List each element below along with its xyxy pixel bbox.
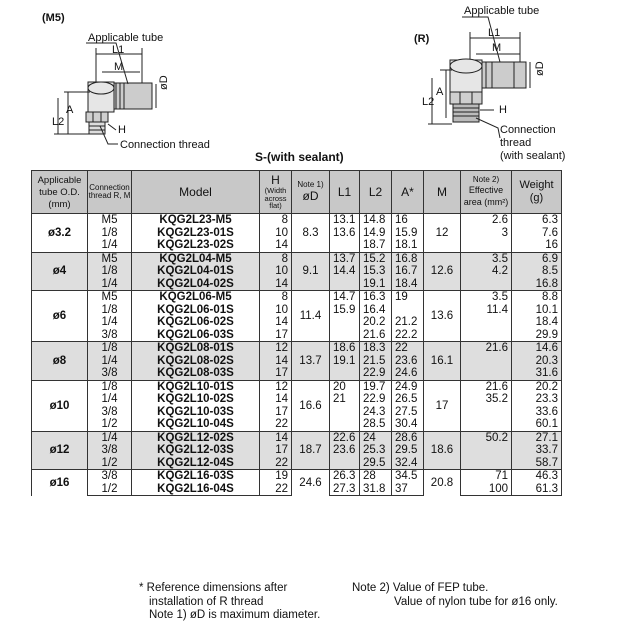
effective-area-cell: 71 (461, 470, 512, 483)
weight-cell: 58.7 (512, 457, 562, 470)
weight-cell: 16 (512, 239, 562, 252)
weight-cell: 7.6 (512, 227, 562, 240)
col-l1: L1 (330, 171, 360, 214)
l2-cell: 15.3 (360, 265, 392, 278)
h-cell: 17 (260, 367, 292, 380)
note-star-1: * Reference dimensions after (139, 582, 288, 594)
h-cell: 14 (260, 316, 292, 329)
effective-area-cell: 100 (461, 483, 512, 496)
r-title: (R) (414, 33, 430, 45)
m5-d-label: øD (158, 75, 170, 90)
weight-cell: 61.3 (512, 483, 562, 496)
a-cell: 32.4 (392, 457, 424, 470)
l1-cell: 14.4 (330, 265, 360, 278)
tube-od-cell: ø3.2 (32, 214, 88, 253)
a-cell: 29.5 (392, 444, 424, 457)
col-weight: Weight (g) (512, 171, 562, 214)
note-2a: Note 2) Value of FEP tube. (352, 582, 489, 594)
thread-cell: M5 (88, 252, 132, 265)
l2-cell: 20.2 (360, 316, 392, 329)
thread-cell: 1/2 (88, 457, 132, 470)
thread-cell: 1/4 (88, 355, 132, 368)
h-cell: 22 (260, 483, 292, 496)
thread-cell: M5 (88, 291, 132, 304)
col-model: Model (132, 171, 260, 214)
h-cell: 10 (260, 265, 292, 278)
weight-cell: 29.9 (512, 329, 562, 342)
h-cell: 12 (260, 380, 292, 393)
h-cell: 14 (260, 355, 292, 368)
weight-cell: 18.4 (512, 316, 562, 329)
thread-cell: 1/8 (88, 342, 132, 355)
m5-a-label: A (66, 104, 74, 116)
effective-area-cell (461, 418, 512, 431)
thread-cell: 1/8 (88, 304, 132, 317)
m5-connection-thread-label: Connection thread (120, 139, 210, 151)
m5-fitting-drawing (54, 43, 156, 144)
table-header-row (32, 171, 562, 214)
weight-cell: 27.1 (512, 431, 562, 444)
h-cell: 14 (260, 239, 292, 252)
thread-cell: 1/4 (88, 431, 132, 444)
m5-l1-label: L1 (112, 44, 125, 56)
h-cell: 10 (260, 227, 292, 240)
l2-cell: 22.9 (360, 367, 392, 380)
note-2b: Value of nylon tube for ø16 only. (394, 595, 558, 608)
weight-cell: 60.1 (512, 418, 562, 431)
l1-cell (330, 316, 360, 329)
table-row (32, 214, 562, 227)
weight-cell: 33.6 (512, 406, 562, 419)
weight-cell: 6.9 (512, 252, 562, 265)
r-a-label: A (436, 86, 444, 98)
thread-cell: M5 (88, 214, 132, 227)
m-cell: 18.6 (424, 431, 461, 470)
h-cell: 19 (260, 470, 292, 483)
h-cell: 14 (260, 278, 292, 291)
l1-cell: 20 (330, 380, 360, 393)
col-effective-area: Note 2) Effective area (mm²) (461, 171, 512, 214)
l1-cell: 27.3 (330, 483, 360, 496)
l2-cell: 25.3 (360, 444, 392, 457)
l2-cell: 21.6 (360, 329, 392, 342)
effective-area-cell (461, 329, 512, 342)
weight-cell: 46.3 (512, 470, 562, 483)
l2-cell: 18.3 (360, 342, 392, 355)
m-cell: 12 (424, 214, 461, 253)
a-cell: 30.4 (392, 418, 424, 431)
l2-cell: 29.5 (360, 457, 392, 470)
tube-od-cell: ø16 (32, 470, 88, 496)
thread-cell: 1/2 (88, 418, 132, 431)
h-cell: 14 (260, 393, 292, 406)
thread-cell: 1/4 (88, 393, 132, 406)
col-m: M (424, 171, 461, 214)
l1-cell: 13.6 (330, 227, 360, 240)
notes-left (139, 582, 320, 623)
model-cell: KQG2L16-04S (132, 483, 260, 496)
l2-cell: 19.1 (360, 278, 392, 291)
tube-od-cell: ø12 (32, 431, 88, 470)
l2-cell: 14.9 (360, 227, 392, 240)
l1-cell: 21 (330, 393, 360, 406)
thread-cell: 1/8 (88, 227, 132, 240)
model-cell: KQG2L12-03S (132, 444, 260, 457)
effective-area-cell: 4.2 (461, 265, 512, 278)
l1-cell: 18.6 (330, 342, 360, 355)
l2-cell: 21.5 (360, 355, 392, 368)
h-cell: 22 (260, 457, 292, 470)
effective-area-cell: 3 (461, 227, 512, 240)
effective-area-cell (461, 406, 512, 419)
r-connection-thread-label-3: (with sealant) (500, 150, 566, 162)
l1-cell (330, 239, 360, 252)
a-cell (392, 304, 424, 317)
weight-cell: 14.6 (512, 342, 562, 355)
col-d: Note 1) øD (292, 171, 330, 214)
model-cell: KQG2L06-M5 (132, 291, 260, 304)
l2-cell: 15.2 (360, 252, 392, 265)
l2-cell: 22.9 (360, 393, 392, 406)
r-fitting-drawing (428, 17, 530, 138)
model-cell: KQG2L06-03S (132, 329, 260, 342)
model-cell: KQG2L08-02S (132, 355, 260, 368)
a-cell: 16.8 (392, 252, 424, 265)
col-connection-thread: Connection thread R, M (88, 171, 132, 214)
col-tube-od: Applicable tube O.D. (mm) (32, 171, 88, 214)
l2-cell: 16.3 (360, 291, 392, 304)
r-m-label: M (492, 42, 502, 54)
h-cell: 14 (260, 431, 292, 444)
model-cell: KQG2L10-02S (132, 393, 260, 406)
table-row (32, 252, 562, 265)
m-cell: 16.1 (424, 342, 461, 381)
fitting-drawings (0, 0, 640, 170)
model-cell: KQG2L23-02S (132, 239, 260, 252)
effective-area-cell: 11.4 (461, 304, 512, 317)
a-cell: 16 (392, 214, 424, 227)
h-cell: 12 (260, 342, 292, 355)
l2-cell: 16.4 (360, 304, 392, 317)
a-cell: 34.5 (392, 470, 424, 483)
m5-m-label: M (114, 61, 124, 73)
a-cell: 19 (392, 291, 424, 304)
table-row (32, 470, 562, 483)
h-cell: 22 (260, 418, 292, 431)
tube-od-cell: ø8 (32, 342, 88, 381)
l1-cell: 19.1 (330, 355, 360, 368)
l1-cell (330, 367, 360, 380)
weight-cell: 20.2 (512, 380, 562, 393)
h-cell: 17 (260, 329, 292, 342)
model-cell: KQG2L16-03S (132, 470, 260, 483)
thread-cell: 1/2 (88, 483, 132, 496)
effective-area-cell (461, 316, 512, 329)
d-cell: 18.7 (292, 431, 330, 470)
h-cell: 10 (260, 304, 292, 317)
effective-area-cell: 3.5 (461, 291, 512, 304)
r-connection-thread-label-1: Connection (500, 124, 556, 136)
spec-table (31, 170, 562, 496)
weight-cell: 10.1 (512, 304, 562, 317)
l2-cell: 28.5 (360, 418, 392, 431)
model-cell: KQG2L04-M5 (132, 252, 260, 265)
a-cell: 37 (392, 483, 424, 496)
l1-cell: 13.7 (330, 252, 360, 265)
thread-cell: 1/4 (88, 239, 132, 252)
table-row (32, 380, 562, 393)
tube-od-cell: ø4 (32, 252, 88, 291)
col-l2: L2 (360, 171, 392, 214)
note-star-2: installation of R thread (149, 595, 264, 608)
l1-cell (330, 278, 360, 291)
thread-cell: 3/8 (88, 406, 132, 419)
effective-area-cell (461, 278, 512, 291)
l2-cell: 24.3 (360, 406, 392, 419)
r-h-label: H (499, 104, 507, 116)
d-cell: 8.3 (292, 214, 330, 253)
model-cell: KQG2L12-04S (132, 457, 260, 470)
tube-od-cell: ø6 (32, 291, 88, 342)
weight-cell: 8.8 (512, 291, 562, 304)
thread-cell: 1/8 (88, 265, 132, 278)
effective-area-cell (461, 355, 512, 368)
effective-area-cell: 50.2 (461, 431, 512, 444)
col-h: H (Width across flat) (260, 171, 292, 214)
effective-area-cell (461, 367, 512, 380)
a-cell: 24.6 (392, 367, 424, 380)
thread-cell: 3/8 (88, 367, 132, 380)
a-cell: 15.9 (392, 227, 424, 240)
effective-area-cell: 2.6 (461, 214, 512, 227)
l1-cell (330, 457, 360, 470)
weight-cell: 6.3 (512, 214, 562, 227)
effective-area-cell (461, 444, 512, 457)
model-cell: KQG2L04-01S (132, 265, 260, 278)
l1-cell: 26.3 (330, 470, 360, 483)
m5-h-label: H (118, 124, 126, 136)
h-cell: 17 (260, 444, 292, 457)
l2-cell: 31.8 (360, 483, 392, 496)
r-l2-label: L2 (422, 96, 435, 108)
a-cell: 27.5 (392, 406, 424, 419)
weight-cell: 23.3 (512, 393, 562, 406)
h-cell: 8 (260, 291, 292, 304)
thread-cell: 1/4 (88, 278, 132, 291)
table-row (32, 291, 562, 304)
thread-cell: 1/8 (88, 380, 132, 393)
model-cell: KQG2L08-03S (132, 367, 260, 380)
h-cell: 8 (260, 252, 292, 265)
m5-l2-label: L2 (52, 116, 65, 128)
l2-cell: 24 (360, 431, 392, 444)
weight-cell: 31.6 (512, 367, 562, 380)
m-cell: 13.6 (424, 291, 461, 342)
m5-title: (M5) (42, 12, 65, 24)
m5-applicable-tube-label: Applicable tube (88, 32, 164, 44)
table-row (32, 431, 562, 444)
l1-cell: 23.6 (330, 444, 360, 457)
r-applicable-tube-label: Applicable tube (464, 5, 540, 17)
l2-cell: 14.8 (360, 214, 392, 227)
tube-od-cell: ø10 (32, 380, 88, 431)
d-cell: 11.4 (292, 291, 330, 342)
l1-cell: 15.9 (330, 304, 360, 317)
effective-area-cell (461, 239, 512, 252)
h-cell: 8 (260, 214, 292, 227)
model-cell: KQG2L23-01S (132, 227, 260, 240)
d-cell: 9.1 (292, 252, 330, 291)
r-d-label: øD (534, 61, 546, 76)
table-caption: S-(with sealant) (255, 150, 344, 164)
model-cell: KQG2L04-02S (132, 278, 260, 291)
thread-cell: 3/8 (88, 444, 132, 457)
r-l1-label: L1 (488, 27, 501, 39)
effective-area-cell: 21.6 (461, 342, 512, 355)
l1-cell (330, 418, 360, 431)
model-cell: KQG2L06-02S (132, 316, 260, 329)
effective-area-cell (461, 457, 512, 470)
a-cell: 18.1 (392, 239, 424, 252)
col-a: A* (392, 171, 424, 214)
model-cell: KQG2L23-M5 (132, 214, 260, 227)
note-1: Note 1) øD is maximum diameter. (149, 609, 321, 621)
a-cell: 28.6 (392, 431, 424, 444)
weight-cell: 33.7 (512, 444, 562, 457)
d-cell: 16.6 (292, 380, 330, 431)
weight-cell: 20.3 (512, 355, 562, 368)
a-cell: 23.6 (392, 355, 424, 368)
a-cell: 26.5 (392, 393, 424, 406)
l1-cell (330, 406, 360, 419)
effective-area-cell: 3.5 (461, 252, 512, 265)
notes-right (352, 582, 558, 609)
a-cell: 16.7 (392, 265, 424, 278)
thread-cell: 3/8 (88, 329, 132, 342)
model-cell: KQG2L10-03S (132, 406, 260, 419)
weight-cell: 8.5 (512, 265, 562, 278)
l1-cell: 14.7 (330, 291, 360, 304)
a-cell: 18.4 (392, 278, 424, 291)
m-cell: 17 (424, 380, 461, 431)
weight-cell: 16.8 (512, 278, 562, 291)
a-cell: 24.9 (392, 380, 424, 393)
a-cell: 22 (392, 342, 424, 355)
m-cell: 12.6 (424, 252, 461, 291)
model-cell: KQG2L10-01S (132, 380, 260, 393)
l1-cell: 22.6 (330, 431, 360, 444)
d-cell: 13.7 (292, 342, 330, 381)
l1-cell: 13.1 (330, 214, 360, 227)
model-cell: KQG2L08-01S (132, 342, 260, 355)
r-connection-thread-label-2: thread (500, 137, 532, 149)
model-cell: KQG2L10-04S (132, 418, 260, 431)
d-cell: 24.6 (292, 470, 330, 496)
a-cell: 21.2 (392, 316, 424, 329)
l2-cell: 18.7 (360, 239, 392, 252)
a-cell: 22.2 (392, 329, 424, 342)
effective-area-cell: 21.6 (461, 380, 512, 393)
h-cell: 17 (260, 406, 292, 419)
model-cell: KQG2L06-01S (132, 304, 260, 317)
effective-area-cell: 35.2 (461, 393, 512, 406)
model-cell: KQG2L12-02S (132, 431, 260, 444)
l2-cell: 28 (360, 470, 392, 483)
l2-cell: 19.7 (360, 380, 392, 393)
thread-cell: 1/4 (88, 316, 132, 329)
table-row (32, 342, 562, 355)
m-cell: 20.8 (424, 470, 461, 496)
l1-cell (330, 329, 360, 342)
thread-cell: 3/8 (88, 470, 132, 483)
